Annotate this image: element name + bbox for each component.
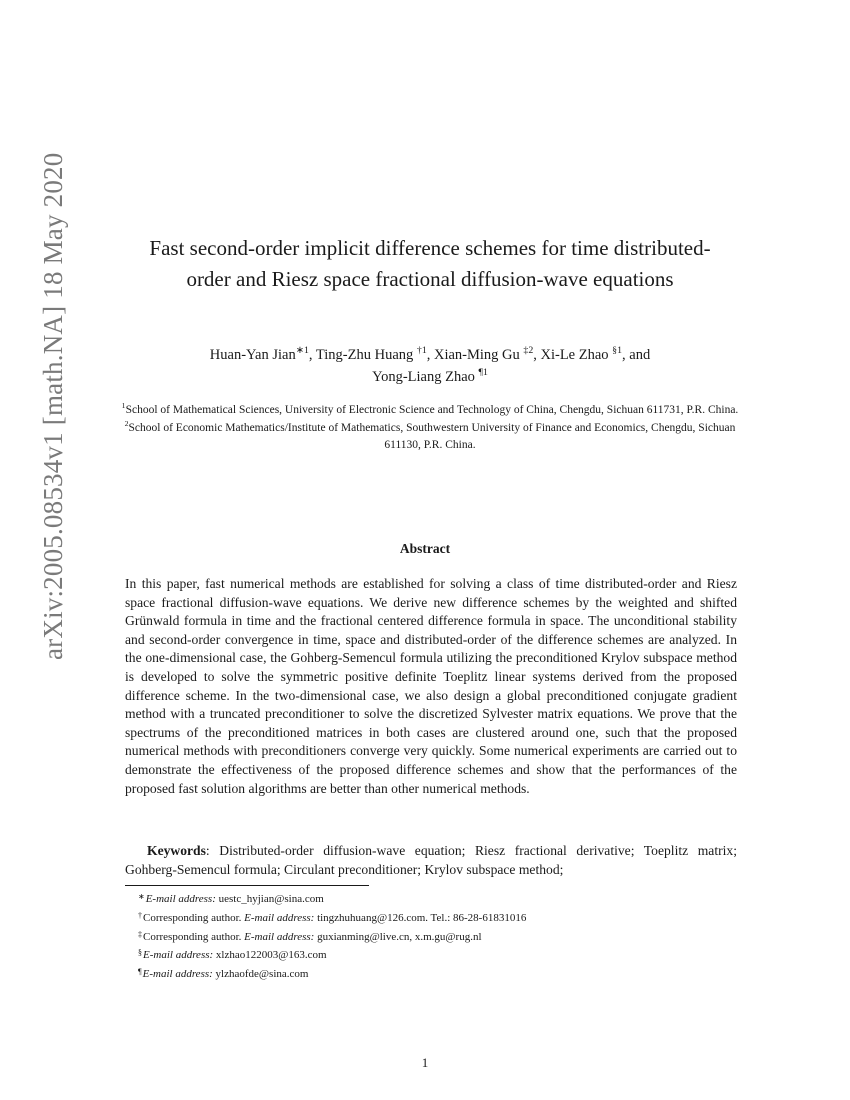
footnote-email[interactable]: guxianming@live.cn, x.m.gu@rug.nl bbox=[314, 930, 482, 943]
footnote-mark: ∗ bbox=[138, 892, 145, 901]
page-number: 1 bbox=[421, 1055, 429, 1070]
keywords-label: Keywords bbox=[147, 843, 206, 858]
affiliation-item bbox=[120, 402, 740, 419]
affiliation-text: School of Economic Mathematics/Institute of Mathematics, Southwestern University of Finance and Economics, Chengdu, Sichuan 611130, P.R. China. bbox=[128, 422, 736, 451]
footnote-mark: † bbox=[138, 910, 142, 920]
author-name[interactable]: Xi-Le Zhao bbox=[540, 347, 613, 363]
footnote-prefix: Corresponding author. bbox=[143, 911, 245, 924]
abstract-heading: Abstract bbox=[399, 541, 451, 556]
keywords-paragraph bbox=[125, 842, 737, 879]
keywords-text: : Distributed-order diffusion-wave equation; Riesz fractional derivative; Toeplitz matrix; Gohberg-Semencul formula; Circulant preconditioner; Krylov subspace method; bbox=[125, 843, 737, 877]
author-name[interactable]: Huan-Yan Jian bbox=[209, 347, 296, 363]
author-marks: ‡2 bbox=[523, 345, 534, 357]
paper-title: Fast second-order implicit difference schemes for time distributed-order and Riesz space fractional diffusion-wave equations bbox=[149, 236, 711, 291]
footnote-label: E-mail address: bbox=[142, 968, 213, 981]
author-separator: , and bbox=[622, 347, 651, 363]
footnote-email[interactable]: uestc_hyjian@sina.com bbox=[215, 893, 324, 905]
footnote-label: E-mail address: bbox=[244, 930, 315, 943]
footnotes bbox=[138, 889, 738, 983]
author-name[interactable]: Xian-Ming Gu bbox=[433, 347, 524, 363]
footnote-email[interactable]: ylzhaofde@sina.com bbox=[212, 968, 309, 981]
author-name[interactable]: Yong-Liang Zhao bbox=[372, 369, 479, 385]
footnote-mark: § bbox=[138, 948, 142, 958]
affiliation-mark: 2 bbox=[124, 419, 129, 429]
affiliation-item bbox=[120, 420, 740, 454]
author-separator: , bbox=[426, 347, 434, 363]
affiliations bbox=[120, 402, 740, 455]
author-separator: , bbox=[533, 347, 541, 363]
footnote-mark: ¶ bbox=[138, 967, 142, 977]
author-marks: ∗1 bbox=[295, 345, 309, 357]
footnote-email[interactable]: xlzhao122003@163.com bbox=[213, 949, 327, 962]
author-list bbox=[130, 344, 730, 388]
footnote-label: E-mail address: bbox=[143, 949, 214, 962]
footnote-item bbox=[138, 889, 738, 908]
footnote-mark: ‡ bbox=[138, 929, 142, 939]
footnote-label: E-mail address: bbox=[244, 911, 315, 924]
author-marks: ¶1 bbox=[478, 367, 488, 379]
author-separator: , bbox=[308, 347, 316, 363]
footnote-item bbox=[138, 908, 738, 927]
footnote-item bbox=[138, 964, 738, 983]
author-marks: §1 bbox=[612, 345, 623, 357]
footnote-label: E-mail address: bbox=[145, 893, 216, 905]
footnote-item bbox=[138, 927, 738, 946]
author-marks: †1 bbox=[416, 345, 427, 357]
footnote-divider bbox=[125, 885, 369, 886]
footnote-prefix: Corresponding author. bbox=[143, 930, 245, 943]
footnote-email[interactable]: tingzhuhuang@126.com. Tel.: 86-28-61831016 bbox=[314, 911, 527, 924]
affiliation-text: School of Mathematical Sciences, University of Electronic Science and Technology of China, Chengdu, Sichuan 611731, P.R. China. bbox=[125, 404, 739, 416]
footnote-item bbox=[138, 945, 738, 964]
affiliation-mark: 1 bbox=[121, 401, 126, 411]
author-name[interactable]: Ting-Zhu Huang bbox=[315, 347, 417, 363]
abstract-body: In this paper, fast numerical methods are established for solving a class of time distributed-order and Riesz space fractional diffusion-wave equations. We derive new difference schemes by the weighted and shifted Grünwald formula in time and the fractional centered difference formula in space. The unconditional stability and second-order convergence in time, space and distributed-order of the difference schemes are analyzed. In the one-dimensional case, the Gohberg-Semencul formula utilizing the preconditioned Krylov subspace method is developed to solve the symmetric positive definite Toeplitz linear systems derived from the proposed difference scheme. In the two-dimensional case, we also design a global preconditioned conjugate gradient method with a truncated preconditioner to solve the discretized Sylvester matrix equations. We prove that the spectrums of the preconditioned matrices in both cases are clustered around one, such that the proposed numerical methods with preconditioners converge very quickly. Some numerical experiments are carried out to demonstrate the effectiveness of the proposed difference schemes and show that the performances of the proposed fast solution algorithms are better than other numerical methods. bbox=[125, 576, 737, 796]
arxiv-sidebar-stamp: arXiv:2005.08534v1 [math.NA] 18 May 2020 bbox=[38, 152, 68, 660]
